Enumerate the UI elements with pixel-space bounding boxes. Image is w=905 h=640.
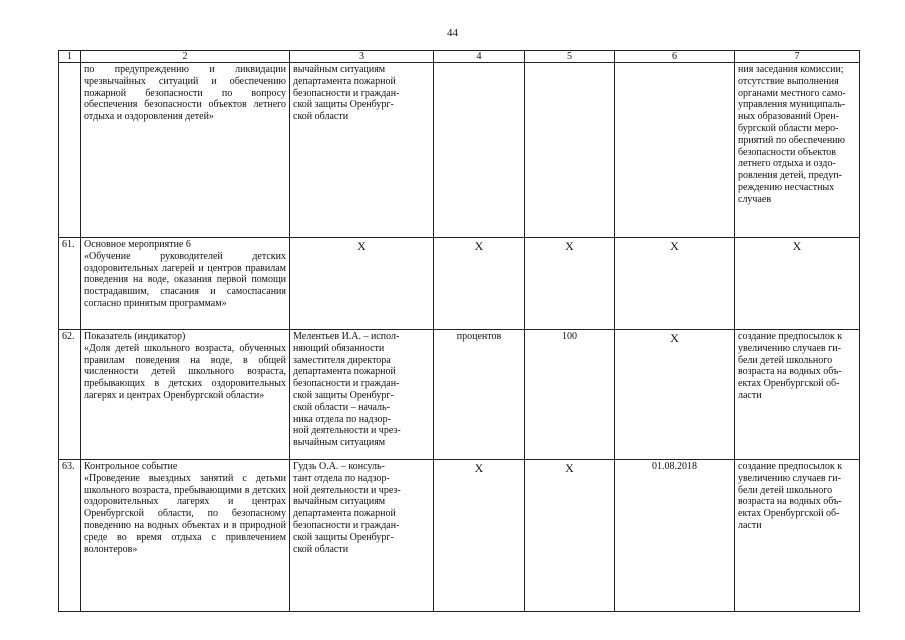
responsible-cell: Мелентьев И.А. – испол- няющий обязанности заместителя директора департамента пожарной безопасности и граждан- ской защиты Оренбург- ской области – началь- ника отдела по надзор- ной деятельности и чрез- вычайным ситуациям [290, 330, 434, 460]
column-header: 2 [81, 51, 290, 63]
date-cell: Х [615, 330, 735, 460]
column-header: 1 [59, 51, 81, 63]
result-cell: Х [735, 238, 860, 330]
activity-title: Контрольное событие [84, 461, 178, 472]
column-header: 4 [434, 51, 525, 63]
column-header: 5 [525, 51, 615, 63]
responsible-cell: вычайным ситуациям департамента пожарной безопасности и граждан- ской защиты Оренбург- ской области [290, 63, 434, 238]
activity-cell [81, 238, 290, 330]
value-cell [525, 63, 615, 238]
result-cell: создание предпосылок к увеличению случаев ги- бели детей школьного возраста на водных объ- ектах Оренбургской об- ласти [735, 460, 860, 612]
column-header: 3 [290, 51, 434, 63]
activity-cell [81, 460, 290, 612]
activity-text: «Доля детей школьного возраста, обученных правилам поведения на воде, в общей численности детей школьного возраста, пребывающих в детских оздоровительных лагерях и центрах Оренбургской области» [84, 342, 286, 401]
activity-cell [81, 63, 290, 238]
page-number: 44 [447, 27, 458, 39]
table-row [59, 238, 860, 330]
value-cell: Х [525, 238, 615, 330]
activity-cell [81, 330, 290, 460]
value-cell: 100 [525, 330, 615, 460]
activity-text: по предупреждению и ликвидации чрезвычайных ситуаций и обеспечению пожарной безопасности по вопросу обеспечения безопасности объектов летнего отдыха и оздоровления детей» [84, 64, 286, 123]
row-number: 62. [59, 330, 81, 460]
value-cell: Х [525, 460, 615, 612]
table-row [59, 330, 860, 460]
row-number [59, 63, 81, 238]
unit-cell: Х [434, 238, 525, 330]
plan-table [58, 50, 860, 612]
unit-cell: процентов [434, 330, 525, 460]
responsible-cell: Х [290, 238, 434, 330]
table-row [59, 460, 860, 612]
unit-cell: Х [434, 460, 525, 612]
column-header: 6 [615, 51, 735, 63]
date-cell: 01.08.2018 [615, 460, 735, 612]
activity-text: «Обучение руководителей детских оздоровительных лагерей и центров правилам поведения на воде, оказания первой помощи пострадавшим, спасания и самоспасания согласно принятым программам» [84, 250, 286, 309]
date-cell: Х [615, 238, 735, 330]
activity-text: «Проведение выездных занятий с детьми школьного возраста, пребывающими в детских оздоровительных лагерях и центрах Оренбургской области, по безопасному поведению на водных объектах и в природной среде во время отдыха с привлечением волонтеров» [84, 472, 286, 555]
activity-title: Показатель (индикатор) [84, 331, 186, 342]
row-number: 63. [59, 460, 81, 612]
date-cell [615, 63, 735, 238]
result-cell: создание предпосылок к увеличению случаев ги- бели детей школьного возраста на водных объ- ектах Оренбургской об- ласти [735, 330, 860, 460]
responsible-cell: Гудзь О.А. – консуль- тант отдела по надзор- ной деятельности и чрез- вычайным ситуациям департамента пожарной безопасности и граждан- ской защиты Оренбург- ской области [290, 460, 434, 612]
row-number: 61. [59, 238, 81, 330]
table-header-row [59, 51, 860, 63]
result-cell: ния заседания комиссии; отсутствие выполнения органами местного само- управления муниципаль- ных образований Орен- бургской области меро- приятий по обеспечению безопасности объектов летнего отдыха и оздо- ровления детей, предуп- реждению несчастных случаев [735, 63, 860, 238]
unit-cell [434, 63, 525, 238]
column-header: 7 [735, 51, 860, 63]
table-row [59, 63, 860, 238]
activity-title: Основное мероприятие 6 [84, 239, 191, 250]
